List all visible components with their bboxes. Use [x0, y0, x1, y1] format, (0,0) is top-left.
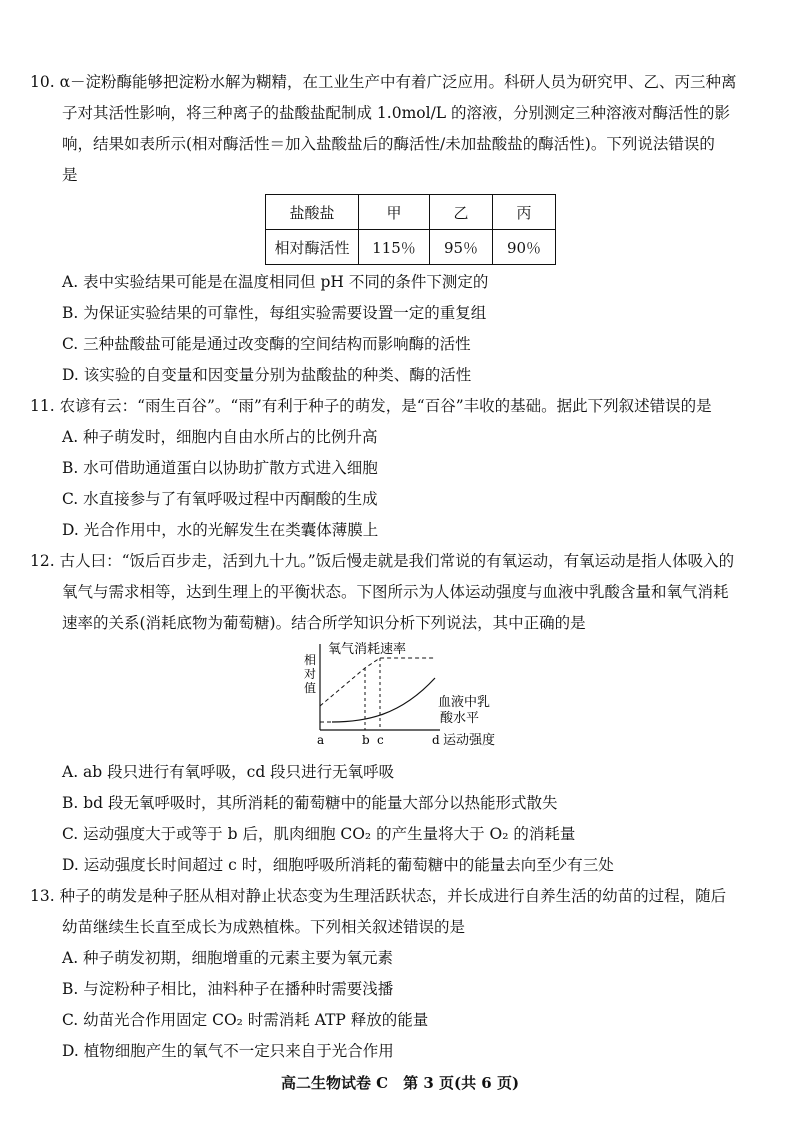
q10-option-d: D. 该实验的自变量和因变量分别为盐酸盐的种类、酶的活性 — [62, 366, 472, 384]
table-cell: 95％ — [430, 230, 493, 265]
q13-stem-line-2: 幼苗继续生长直至成长为成熟植株。下列相关叙述错误的是 — [62, 918, 466, 936]
q13-stem-line-1: 13. 种子的萌发是种子胚从相对静止状态变为生理活跃状态，并长成进行自养生活的幼苗的过程，随后 — [30, 887, 727, 905]
q10-stem-line-3: 响，结果如表所示(相对酶活性＝加入盐酸盐后的酶活性/未加盐酸盐的酶活性)。下列说法错误的 — [62, 135, 715, 153]
q12-option-b: B. bd 段无氧呼吸时，其所消耗的葡萄糖中的能量大部分以热能形式散失 — [62, 794, 558, 812]
q10-stem-line-1: 10. α－淀粉酶能够把淀粉水解为糊精，在工业生产中有着广泛应用。科研人员为研究甲、乙、丙三种离 — [30, 73, 737, 91]
q13-option-b: B. 与淀粉种子相比，油料种子在播种时需要浅播 — [62, 980, 394, 998]
q12-stem-line-1: 12. 古人曰：“饭后百步走，活到九十九。”饭后慢走就是我们常说的有氧运动，有氧运动是指人体吸入的 — [30, 552, 735, 570]
oxygen-consumption-curve — [320, 658, 435, 706]
q13-option-d: D. 植物细胞产生的氧气不一定只来自于光合作用 — [62, 1042, 394, 1060]
table-cell: 乙 — [430, 195, 493, 230]
q12-option-a: A. ab 段只进行有氧呼吸，cd 段只进行无氧呼吸 — [62, 763, 395, 781]
table-cell: 甲 — [359, 195, 430, 230]
enzyme-activity-table — [265, 194, 556, 265]
table-cell: 盐酸盐 — [266, 195, 359, 230]
q10-stem-line-2: 子对其活性影响，将三种离子的盐酸盐配制成 1.0mol/L 的溶液，分别测定三种溶液对酶活性的影 — [62, 104, 731, 122]
lactate-curve — [332, 678, 435, 722]
tick-c: c — [377, 733, 384, 747]
lactate-label-line-1: 血液中乳 — [438, 695, 491, 710]
q10-option-c: C. 三种盐酸盐可能是通过改变酶的空间结构而影响酶的活性 — [62, 335, 471, 353]
lactate-label-line-2: 酸水平 — [440, 711, 480, 726]
q10-option-a: A. 表中实验结果可能是在温度相同但 pH 不同的条件下测定的 — [62, 273, 489, 291]
x-axis-label: 运动强度 — [443, 733, 496, 748]
tick-a: a — [317, 733, 325, 747]
table-cell: 相对酶活性 — [266, 230, 359, 265]
table-cell: 115％ — [359, 230, 430, 265]
q12-stem-line-2: 氧气与需求相等，达到生理上的平衡状态。下图所示为人体运动强度与血液中乳酸含量和氧气消耗 — [62, 583, 729, 601]
q11-option-d: D. 光合作用中，水的光解发生在类囊体薄膜上 — [62, 521, 379, 539]
q11-stem: 11. 农谚有云：“雨生百谷”。“雨”有利于种子的萌发，是“百谷”丰收的基础。据此下列叙述错误的是 — [30, 397, 712, 415]
oxygen-curve-label: 氧气消耗速率 — [328, 642, 407, 657]
y-label-char-1: 相 — [304, 653, 317, 667]
q13-option-c: C. 幼苗光合作用固定 CO₂ 时需消耗 ATP 释放的能量 — [62, 1011, 429, 1029]
tick-d: d — [432, 733, 440, 747]
q10-stem-line-4: 是 — [62, 166, 78, 184]
table-header-row — [266, 195, 556, 230]
y-label-char-3: 值 — [304, 681, 317, 695]
q13-option-a: A. 种子萌发初期，细胞增重的元素主要为氧元素 — [62, 949, 394, 967]
page-footer: 高二生物试卷 C 第 3 页(共 6 页) — [280, 1074, 520, 1092]
q12-option-c: C. 运动强度大于或等于 b 后，肌肉细胞 CO₂ 的产生量将大于 O₂ 的消耗量 — [62, 825, 576, 843]
table-cell: 90％ — [493, 230, 556, 265]
table-cell: 丙 — [493, 195, 556, 230]
q11-option-a: A. 种子萌发时，细胞内自由水所占的比例升高 — [62, 428, 378, 446]
q12-stem-line-3: 速率的关系(消耗底物为葡萄糖)。结合所学知识分析下列说法，其中正确的是 — [62, 614, 586, 632]
table-row — [266, 230, 556, 265]
q11-option-b: B. 水可借助通道蛋白以协助扩散方式进入细胞 — [62, 459, 378, 477]
q10-option-b: B. 为保证实验结果的可靠性，每组实验需要设置一定的重复组 — [62, 304, 487, 322]
y-label-char-2: 对 — [304, 667, 317, 681]
tick-b: b — [362, 733, 370, 747]
q12-option-d: D. 运动强度长时间超过 c 时，细胞呼吸所消耗的葡萄糖中的能量去向至少有三处 — [62, 856, 614, 874]
lactate-oxygen-figure — [290, 640, 520, 752]
q11-option-c: C. 水直接参与了有氧呼吸过程中丙酮酸的生成 — [62, 490, 378, 508]
